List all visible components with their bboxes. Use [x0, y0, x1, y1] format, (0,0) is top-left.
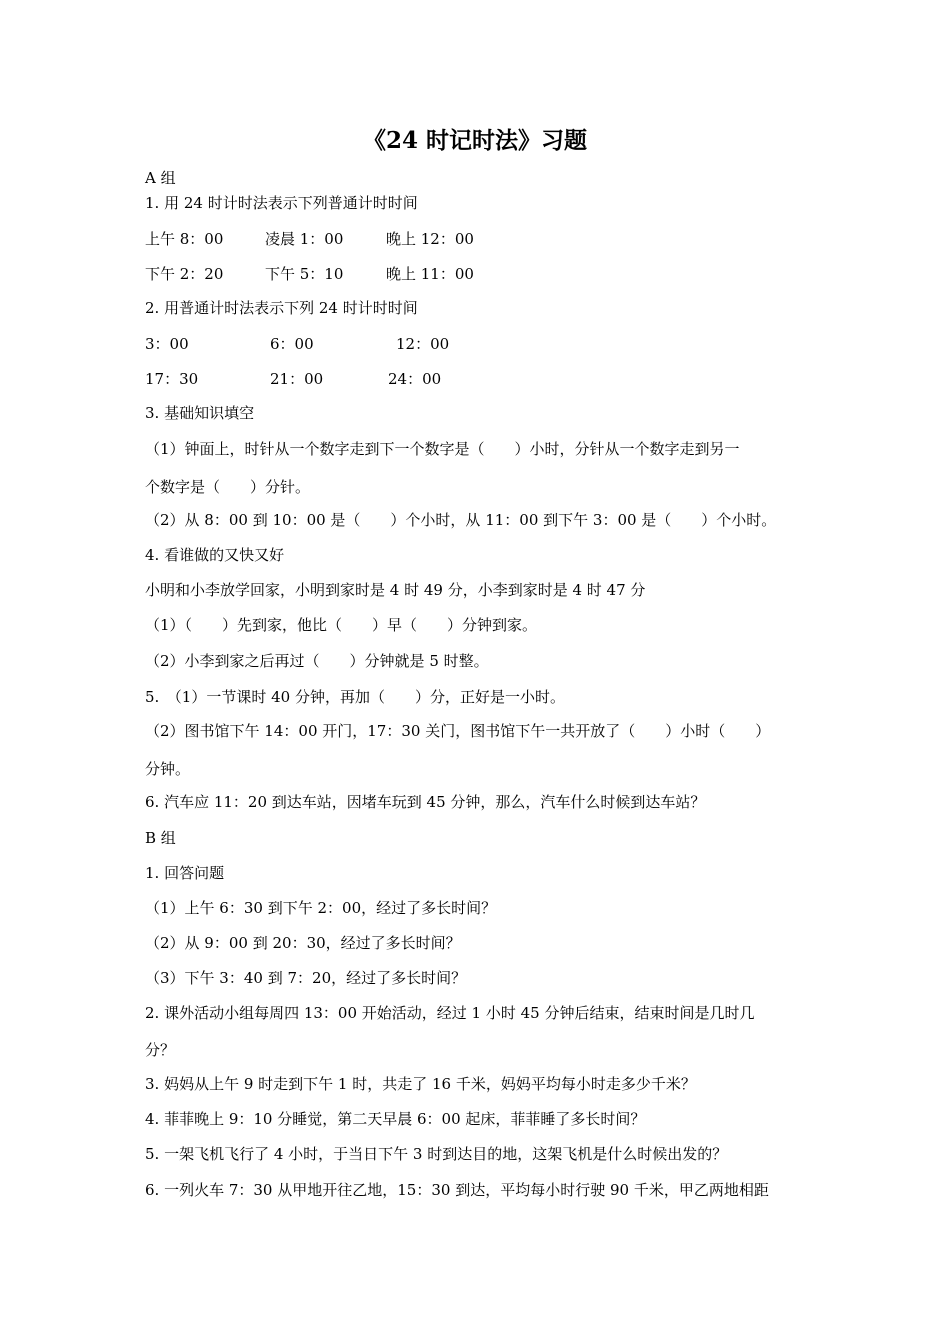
- a-q3-prompt: 3. 基础知识填空: [145, 404, 255, 422]
- b-q1-part1: （1）上午 6：30 到下午 2：00，经过了多长时间？: [145, 899, 497, 917]
- a-q2-item: 21：00: [270, 370, 324, 388]
- a-q2-item: 17：30: [145, 370, 199, 388]
- a-q2-item: 3：00: [145, 335, 189, 353]
- a-q5-part2: （2）图书馆下午 14：00 开门，17：30 关门，图书馆下午一共开放了（ ）小时（ ）: [145, 722, 771, 740]
- group-a-label: A 组: [145, 169, 176, 187]
- a-q1-item: 下午 2：20: [145, 265, 224, 283]
- a-q4-part1: （1）（ ）先到家，他比（ ）早（ ）分钟到家。: [145, 616, 538, 634]
- b-q1-part2: （2）从 9：00 到 20：30，经过了多长时间？: [145, 934, 461, 952]
- a-q1-prompt: 1. 用 24 时计时法表示下列普通计时时间: [145, 194, 418, 212]
- a-q2-prompt: 2. 用普通计时法表示下列 24 时计时时间: [145, 299, 418, 317]
- a-q2-item: 12：00: [396, 335, 450, 353]
- a-q1-item: 下午 5：10: [265, 265, 344, 283]
- a-q4-part2: （2）小李到家之后再过（ ）分钟就是 5 时整。: [145, 652, 489, 670]
- a-q5-part2-cont: 分钟。: [145, 760, 191, 778]
- b-q1-prompt: 1. 回答问题: [145, 864, 225, 882]
- a-q1-item: 晚上 11：00: [386, 265, 474, 283]
- a-q2-item: 24：00: [388, 370, 442, 388]
- a-q3-part1-cont: 个数字是（ ）分针。: [145, 478, 311, 496]
- a-q3-part2: （2）从 8：00 到 10：00 是（ ）个小时，从 11：00 到下午 3：00 是（ ）个小时。: [145, 511, 777, 529]
- a-q4-prompt: 4. 看谁做的又快又好: [145, 546, 285, 564]
- a-q6: 6. 汽车应 11：20 到达车站，因堵车玩到 45 分钟，那么，汽车什么时候到达车站？: [145, 793, 706, 811]
- a-q1-item: 凌晨 1：00: [265, 230, 344, 248]
- a-q3-part1: （1）钟面上，时针从一个数字走到下一个数字是（ ）小时，分针从一个数字走到另一: [145, 440, 740, 458]
- group-b-label: B 组: [145, 829, 176, 847]
- page-title: 《24 时记时法》习题: [362, 127, 587, 154]
- a-q5-part1: 5. （1）一节课时 40 分钟，再加（ ）分，正好是一小时。: [145, 688, 565, 706]
- a-q1-item: 晚上 12：00: [386, 230, 474, 248]
- a-q4-intro: 小明和小李放学回家，小明到家时是 4 时 49 分，小李到家时是 4 时 47 分: [145, 581, 646, 599]
- b-q2-cont: 分？: [145, 1041, 176, 1059]
- b-q2: 2. 课外活动小组每周四 13：00 开始活动，经过 1 小时 45 分钟后结束，结束时间是几时几: [145, 1004, 755, 1022]
- a-q1-item: 上午 8：00: [145, 230, 224, 248]
- a-q2-item: 6：00: [270, 335, 314, 353]
- b-q6: 6. 一列火车 7：30 从甲地开往乙地，15：30 到达，平均每小时行驶 90 千米，甲乙两地相距: [145, 1181, 769, 1199]
- b-q4: 4. 菲菲晚上 9：10 分睡觉，第二天早晨 6：00 起床，菲菲睡了多长时间？: [145, 1110, 646, 1128]
- b-q5: 5. 一架飞机飞行了 4 小时，于当日下午 3 时到达目的地，这架飞机是什么时候出发的？: [145, 1145, 728, 1163]
- b-q3: 3. 妈妈从上午 9 时走到下午 1 时，共走了 16 千米，妈妈平均每小时走多少千米？: [145, 1075, 696, 1093]
- b-q1-part3: （3）下午 3：40 到 7：20，经过了多长时间？: [145, 969, 467, 987]
